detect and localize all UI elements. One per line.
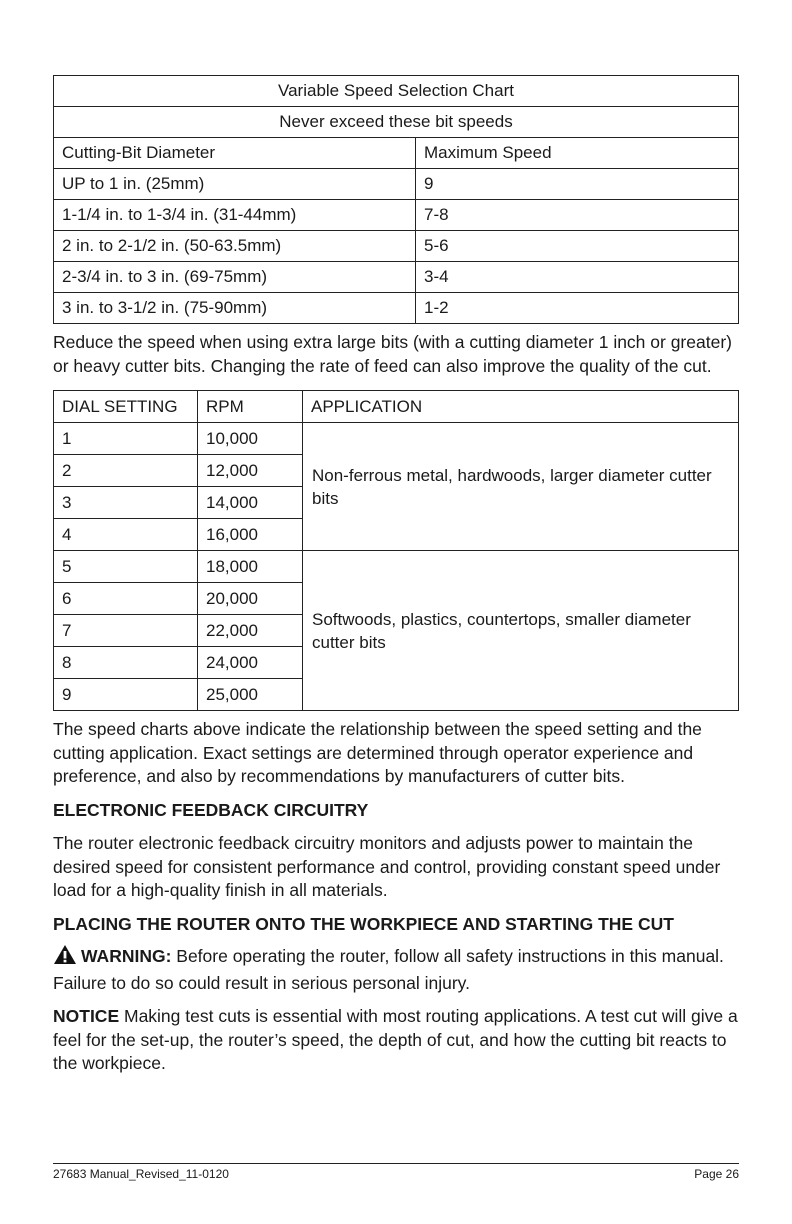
table-cell: 1 xyxy=(54,423,198,455)
application-cell: Softwoods, plastics, countertops, smaller diameter cutter bits xyxy=(303,551,739,711)
table-cell: 6 xyxy=(54,583,198,615)
footer-document-id: 27683 Manual_Revised_11-0120 xyxy=(53,1167,229,1181)
table-cell: 3 xyxy=(54,487,198,519)
table-cell: 14,000 xyxy=(198,487,303,519)
table-cell: 2 xyxy=(54,455,198,487)
column-header: RPM xyxy=(198,391,303,423)
table-cell: 7-8 xyxy=(416,200,739,231)
warning-triangle-icon xyxy=(53,944,77,972)
table-cell: 22,000 xyxy=(198,615,303,647)
column-header: Maximum Speed xyxy=(416,138,739,169)
application-cell: Non-ferrous metal, hardwoods, larger diameter cutter bits xyxy=(303,423,739,551)
table-cell: 16,000 xyxy=(198,519,303,551)
table-row xyxy=(54,293,739,324)
table-cell: 24,000 xyxy=(198,647,303,679)
table-cell: 7 xyxy=(54,615,198,647)
table-row xyxy=(54,551,739,583)
chart-title: Variable Speed Selection Chart xyxy=(54,76,739,107)
column-header: Cutting-Bit Diameter xyxy=(54,138,416,169)
reduce-speed-note: Reduce the speed when using extra large bits (with a cutting diameter 1 inch or greater) or heavy cutter bits. Changing the rate of feed can also improve the quality of the cut. xyxy=(53,332,732,376)
table-cell: 1-2 xyxy=(416,293,739,324)
table-cell: 10,000 xyxy=(198,423,303,455)
table-row xyxy=(54,423,739,455)
table-cell: 3 in. to 3-1/2 in. (75-90mm) xyxy=(54,293,416,324)
placing-heading: PLACING THE ROUTER ONTO THE WORKPIECE AND STARTING THE CUT xyxy=(53,913,674,934)
table-cell: 2-3/4 in. to 3 in. (69-75mm) xyxy=(54,262,416,293)
warning-paragraph xyxy=(53,944,739,995)
table-cell: 20,000 xyxy=(198,583,303,615)
table-cell: UP to 1 in. (25mm) xyxy=(54,169,416,200)
chart-subtitle: Never exceed these bit speeds xyxy=(54,107,739,138)
table-row xyxy=(54,169,739,200)
column-header: APPLICATION xyxy=(303,391,739,423)
table-cell: 18,000 xyxy=(198,551,303,583)
feedback-text: The router electronic feedback circuitry monitors and adjusts power to maintain the desired speed for consistent performance and control, providing constant speed under load for a high-quality finish in all materials. xyxy=(53,833,721,900)
table-cell: 9 xyxy=(54,679,198,711)
notice-label: NOTICE xyxy=(53,1006,120,1026)
table-cell: 9 xyxy=(416,169,739,200)
page-footer xyxy=(53,1163,739,1181)
footer-page-number: Page 26 xyxy=(694,1167,739,1181)
notice-paragraph xyxy=(53,1005,739,1076)
speed-charts-note: The speed charts above indicate the relationship between the speed setting and the cutting application. Exact settings are determined through operator experience and preference, and also by recommendations by manufacturers of cutter bits. xyxy=(53,719,702,786)
table-cell: 5-6 xyxy=(416,231,739,262)
speed-selection-chart xyxy=(53,75,739,324)
notice-text: Making test cuts is essential with most routing applications. A test cut will give a feel for the set-up, the router’s speed, the depth of cut, and how the cutting bit reacts to the workpiece. xyxy=(53,1006,738,1073)
table-cell: 1-1/4 in. to 1-3/4 in. (31-44mm) xyxy=(54,200,416,231)
table-cell: 4 xyxy=(54,519,198,551)
table-cell: 2 in. to 2-1/2 in. (50-63.5mm) xyxy=(54,231,416,262)
table-row xyxy=(54,262,739,293)
table-row xyxy=(54,200,739,231)
dial-setting-table xyxy=(53,390,739,711)
warning-text: Before operating the router, follow all safety instructions in this manual. Failure to do so could result in serious personal injury. xyxy=(53,946,724,993)
table-cell: 5 xyxy=(54,551,198,583)
manual-page xyxy=(53,75,739,1076)
table-cell: 25,000 xyxy=(198,679,303,711)
table-cell: 3-4 xyxy=(416,262,739,293)
table-cell: 8 xyxy=(54,647,198,679)
feedback-heading: ELECTRONIC FEEDBACK CIRCUITRY xyxy=(53,799,369,820)
table-row xyxy=(54,231,739,262)
table-cell: 12,000 xyxy=(198,455,303,487)
warning-label: WARNING: xyxy=(81,946,172,966)
column-header: DIAL SETTING xyxy=(54,391,198,423)
